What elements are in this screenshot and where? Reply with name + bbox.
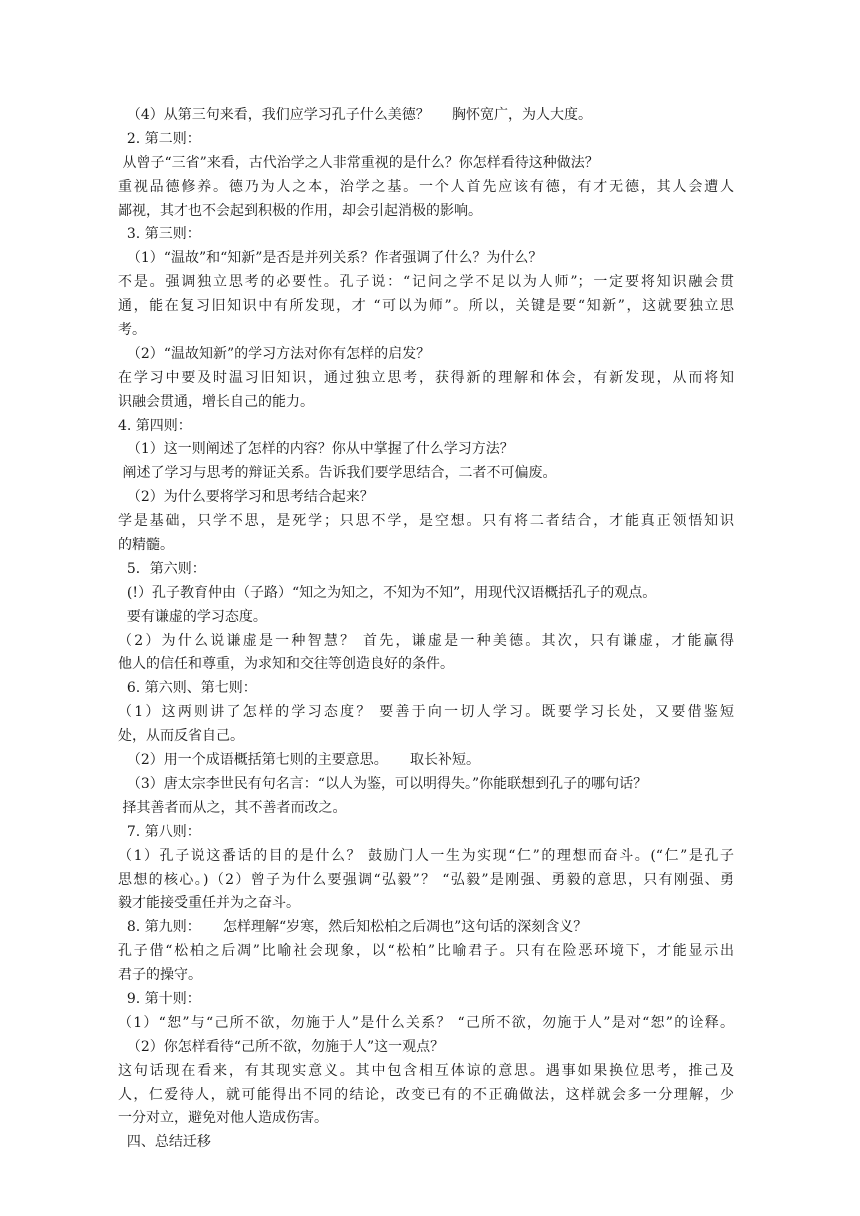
text-line: 要有谦虚的学习态度。 (118, 608, 267, 625)
text-line: 重视品德修养。德乃为人之本，治学之基。一个人首先应该有德，有才无德，其人会遭人 (118, 178, 734, 195)
text-line: （1）这一则阐述了怎样的内容？你从中掌握了什么学习方法？ (118, 441, 514, 458)
text-line: （1）“恕”与“己所不欲，勿施于人”是什么关系？ “己所不欲，勿施于人”是对“恕”的诠释。 (118, 1014, 734, 1031)
text-line: 从曾子“三省”来看，古代治学之人非常重视的是什么？你怎样看待这种做法？ (118, 154, 599, 171)
text-line: 处，从而反省自己。 (118, 728, 244, 745)
text-line: 四、总结迁移 (118, 1134, 211, 1151)
text-line: 4. 第四则： (118, 417, 192, 434)
text-line: 6. 第六则、第七则： (118, 680, 257, 697)
text-line: （1）“温故”和“知新”是否是并列关系？作者强调了什么？为什么？ (118, 250, 543, 267)
text-line: （2）“温故知新”的学习方法对你有怎样的启发？ (118, 345, 431, 362)
text-line: 5．第六则： (118, 560, 206, 577)
text-line: 识融会贯通，增长自己的能力。 (118, 393, 314, 410)
text-line: (!）孔子教育仲由（子路）“知之为知之，不知为不知”，用现代汉语概括孔子的观点。 (118, 584, 657, 601)
text-line: 阐述了学习与思考的辩证关系。告诉我们要学思结合，二者不可偏废。 (118, 465, 557, 482)
text-line: （1）这两则讲了怎样的学习态度？ 要善于向一切人学习。既要学习长处，又要借鉴短 (118, 704, 734, 721)
text-line: （2）为什么要将学习和思考结合起来？ (118, 489, 374, 506)
text-line: 择其善者而从之，其不善者而改之。 (118, 799, 347, 816)
text-line: 通，能在复习旧知识中有所发现，才 “可以为师”。所以，关键是要“知新”，这就要独立思 (118, 298, 734, 315)
document-body (118, 104, 734, 1155)
text-line: 考。 (118, 322, 146, 339)
text-line: 在学习中要及时温习旧知识，通过独立思考，获得新的理解和体会，有新发现，从而将知 (118, 369, 734, 386)
text-line: 君子的操守。 (118, 967, 202, 984)
text-line: 鄙视，其才也不会起到积极的作用，却会引起消极的影响。 (118, 202, 482, 219)
text-line: （2）你怎样看待“己所不欲，勿施于人”这一观点？ (118, 1038, 445, 1055)
text-line: 毅才能接受重任并为之奋斗。 (118, 895, 300, 912)
text-line: （2）为什么说谦虚是一种智慧？ 首先，谦虚是一种美德。其次，只有谦虚，才能赢得 (118, 632, 734, 649)
text-line: 不是。强调独立思考的必要性。孔子说：“记问之学不足以为人师”；一定要将知识融会贯 (118, 274, 734, 291)
text-line: 3. 第三则： (118, 226, 201, 243)
text-line: 2. 第二则： (118, 130, 201, 147)
text-line: 思想的核心。)（2）曾子为什么要强调“弘毅”？ “弘毅”是刚强、勇毅的意思，只有刚强、勇 (118, 871, 734, 888)
text-line: 这句话现在看来，有其现实意义。其中包含相互体谅的意思。遇事如果换位思考，推己及 (118, 1062, 734, 1079)
text-line: 一分对立，避免对他人造成伤害。 (118, 1110, 328, 1127)
text-line: 9. 第十则： (118, 990, 201, 1007)
text-line: 人，仁爱待人，就可能得出不同的结论，改变已有的不正确做法，这样就会多一分理解，少 (118, 1086, 734, 1103)
text-line: 7. 第八则： (118, 823, 201, 840)
text-line: （3）唐太宗李世民有句名言：“以人为鉴，可以明得失。”你能联想到孔子的哪句话？ (118, 775, 648, 792)
text-line: 的精髓。 (118, 537, 174, 554)
text-line: （1）孔子说这番话的目的是什么？ 鼓励门人一生为实现“仁”的理想而奋斗。(“仁”是孔子 (118, 847, 734, 864)
text-line: 学是基础，只学不思，是死学；只思不学，是空想。只有将二者结合，才能真正领悟知识 (118, 513, 734, 530)
text-line: （4）从第三句来看，我们应学习孔子什么美德？ 胸怀宽广，为人大度。 (118, 107, 593, 123)
text-line: 8. 第九则： 怎样理解“岁寒，然后知松柏之后凋也”这句话的深刻含义？ (118, 919, 588, 936)
text-line: （2）用一个成语概括第七则的主要意思。 取长补短。 (118, 752, 481, 769)
text-line: 孔子借“松柏之后凋”比喻社会现象，以“松柏”比喻君子。只有在险恶环境下，才能显示出 (118, 943, 734, 960)
text-line: 他人的信任和尊重，为求知和交往等创造良好的条件。 (118, 656, 454, 673)
